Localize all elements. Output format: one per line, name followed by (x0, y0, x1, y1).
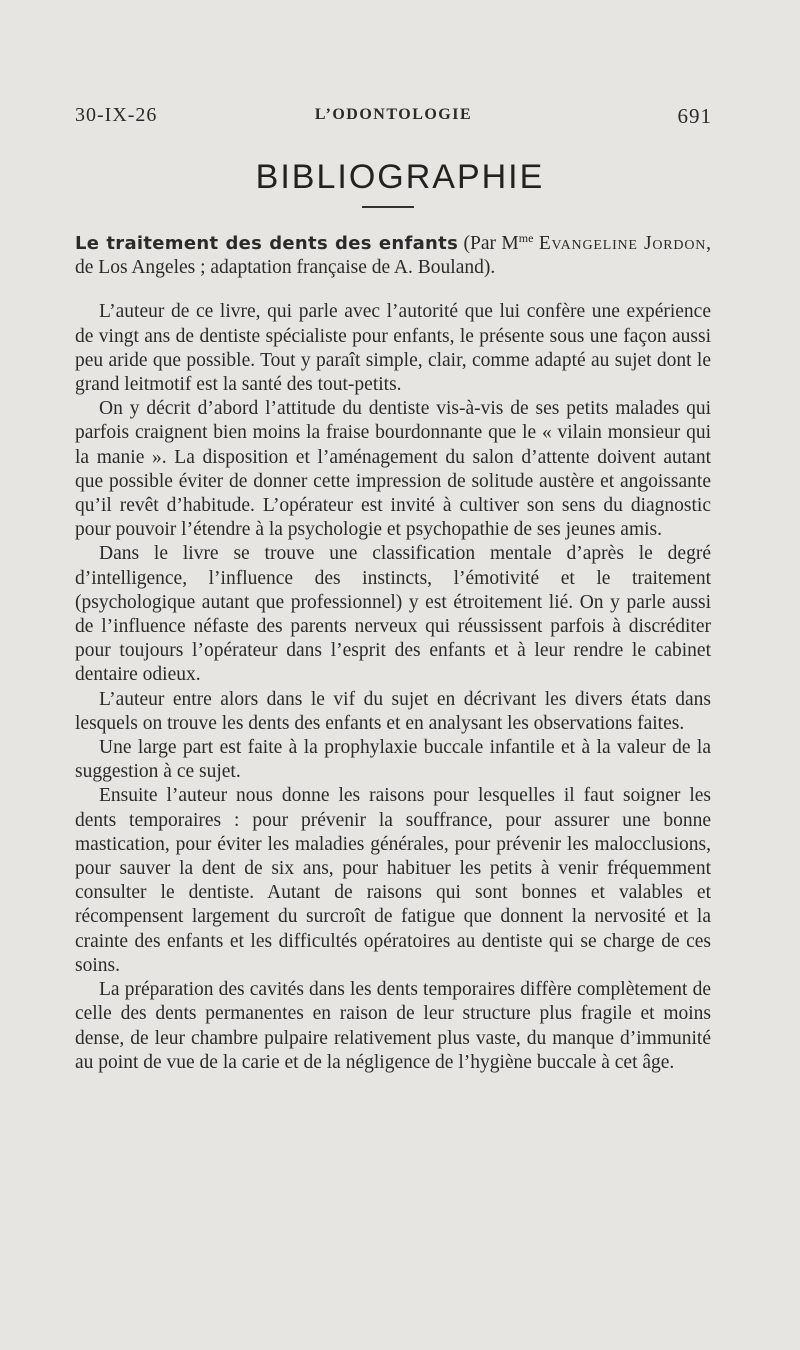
running-head (75, 104, 712, 130)
page-number: 691 (677, 104, 712, 128)
body-paragraph: L’auteur de ce livre, qui parle avec l’autorité que lui confère une expérience de vingt ans de dentiste spécialiste pour enfants, le présente sous une façon aussi peu aride que possible. Tout y paraît simple, clair, comme adapté au sujet dont le grand leitmotif est la santé des tout-petits. (75, 301, 711, 396)
body-paragraph: Dans le livre se trouve une classification mentale d’après le degré d’intelligence, l’influence des instincts, l’émotivité et le traitement (psychologique autant que professionnel) y est étroitement lié. On y parle aussi de l’influence néfaste des parents nerveux qui réussissent parfois à discréditer pour toujours l’opérateur dans l’esprit des enfants et à leur rendre le cabinet dentaire odieux. (75, 543, 711, 686)
body-paragraph: L’auteur entre alors dans le vif du sujet en décrivant les divers états dans lesquels on trouve les dents des enfants et en analysant les observations faites. (75, 688, 711, 734)
review-citation (75, 226, 711, 280)
citation-author: Evangeline Jordon (538, 233, 707, 254)
title-divider (362, 206, 414, 208)
body-paragraph: Ensuite l’auteur nous donne les raisons pour lesquelles il faut soigner les dents temporaires : pour prévenir la souffrance, pour assurer une bonne mastication, pour éviter les maladies générales, pour prévenir les malocclusions, pour sauver la dent de six ans, pour habituer les petits à venir fréquemment consulter le dentiste. Autant de raisons qui sont bonnes et valables et récompensent largement du surcroît de fatigue que donnent la nervosité et la crainte des enfants et les difficultés opératoires au dentiste qui se charge de ces soins. (75, 785, 711, 976)
citation-open: (Par M (463, 233, 519, 254)
citation-rest: , de Los Angeles ; adaptation française de A. Bouland). (75, 233, 712, 279)
body-paragraph: Une large part est faite à la prophylaxie buccale infantile et à la valeur de la suggestion à ce sujet. (75, 737, 711, 783)
body-paragraph: On y décrit d’abord l’attitude du dentiste vis-à-vis de ses petits malades qui parfois craignent bien moins la fraise bourdonnante que le « vilain monsieur qui la manie ». La disposition et l’aménagement du salon d’attente doivent autant que possible éviter de donner cette impression de solitude austère et angoissante qu’il revêt d’habitude. L’opérateur est invité à cultiver son sens du diagnostic pour pouvoir l’étendre à la psychologie et psychopathie de ses jeunes amis. (75, 398, 711, 541)
article-body (75, 226, 711, 1075)
issue-date: 30-IX-26 (75, 104, 158, 126)
book-title: Le traitement des dents des enfants (75, 233, 459, 254)
citation-sup: me (518, 231, 534, 245)
journal-name: L’ODONTOLOGIE (314, 106, 473, 123)
body-paragraph: La préparation des cavités dans les dents temporaires diffère complètement de celle des dents permanentes en raison de leur structure plus fragile et moins dense, de leur chambre pulpaire relativement plus vaste, du manque d’immunité au point de vue de la carie et de la négligence de l’hygiène buccale à cet âge. (75, 979, 711, 1073)
section-title: BIBLIOGRAPHIE (255, 158, 545, 196)
